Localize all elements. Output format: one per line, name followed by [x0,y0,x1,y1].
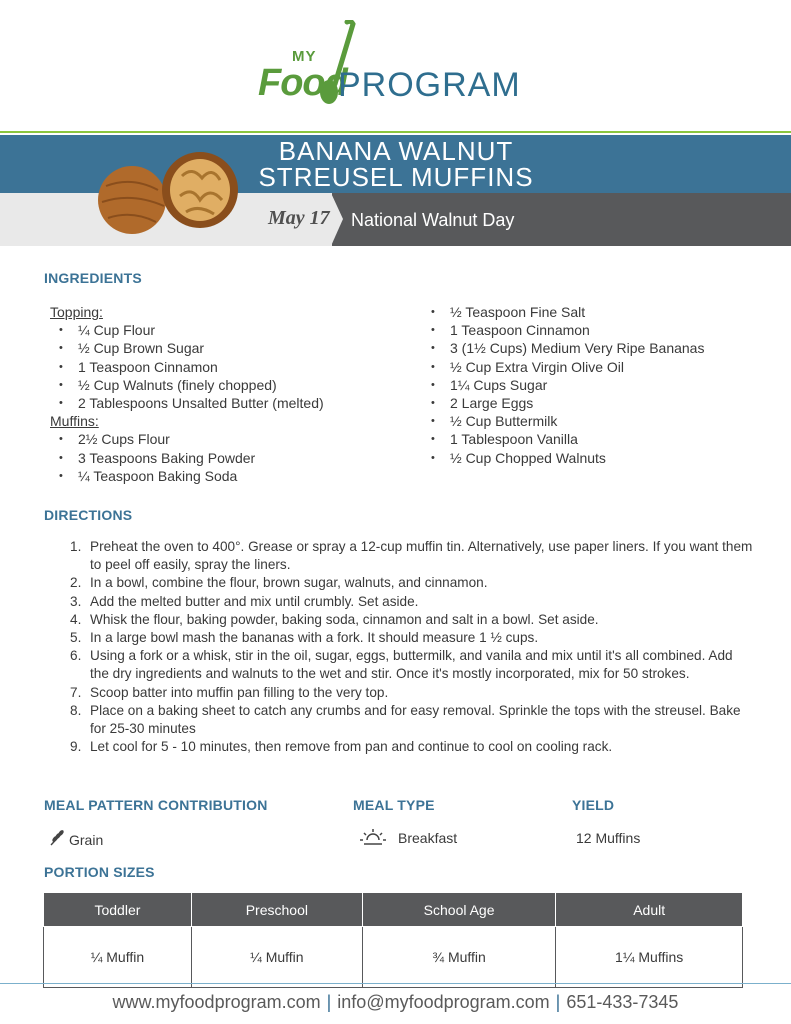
logo-food: Food [258,62,347,104]
direction-step: Place on a baking sheet to catch any crumbs and for easy removal. Sprinkle the tops with the streusel. Bake for 25-30 minutes [90,702,741,737]
topping-list [50,321,420,412]
recipe-title-line1: BANANA WALNUT [278,136,514,166]
wheat-icon [48,829,66,847]
email-link[interactable]: info@myfoodprogram.com [337,992,550,1012]
table-header-row [44,893,743,927]
table-cell: ¼ Muffin [44,927,192,988]
phone-number: 651-433-7345 [566,992,679,1012]
directions-heading: DIRECTIONS [44,507,133,523]
meal-type-heading: MEAL TYPE [353,797,435,813]
column-header: Toddler [44,893,192,927]
website-link[interactable]: www.myfoodprogram.com [112,992,321,1012]
list-item: • 1¼ Cups Sugar [422,376,762,394]
table-cell: ¾ Muffin [362,927,555,988]
ingredients-right-column [422,303,762,467]
meal-type-value: Breakfast [398,830,458,846]
table-row [44,927,743,988]
list-item: • ½ Cup Walnuts (finely chopped) [50,376,420,394]
directions-list [44,538,754,756]
day-name: National Walnut Day [351,210,515,230]
direction-step: Using a fork or a whisk, stir in the oil, sugar, eggs, buttermilk, and vanila and mix until it's all combined. Add the dry ingredients and walnuts to the wet and stir. Once it's mostly incorporated, mix for 50 strokes. [90,648,733,682]
portion-table [43,892,743,988]
yield-heading: YIELD [572,797,615,813]
directions-list-wrap [44,538,754,756]
list-item: • ½ Cup Chopped Walnuts [422,449,762,467]
column-header: Adult [556,893,743,927]
footer-divider [0,983,791,984]
table-cell: ¼ Muffin [191,927,362,988]
meal-pattern-value: Grain [69,832,104,848]
yield-value: 12 Muffins [576,830,641,846]
list-item: • 1 Teaspoon Cinnamon [50,358,420,376]
list-item: • ½ Cup Buttermilk [422,412,762,430]
walnuts-image [92,146,242,238]
direction-step: In a bowl, combine the flour, brown sugar, walnuts, and cinnamon. [90,575,488,591]
list-item: • ¼ Cup Flour [50,321,420,339]
list-item: • ¼ Teaspoon Baking Soda [50,467,420,485]
muffins-label: Muffins: [50,413,99,430]
table-cell: 1¼ Muffins [556,927,743,988]
list-item: • ½ Teaspoon Fine Salt [422,303,762,321]
sunrise-icon [358,827,388,847]
logo-program: PROGRAM [338,66,521,104]
list-item: • ½ Cup Extra Virgin Olive Oil [422,358,762,376]
chevron-divider [331,193,345,246]
list-item: • 2 Tablespoons Unsalted Butter (melted) [50,394,420,412]
column-header: School Age [362,893,555,927]
list-item: • 2 Large Eggs [422,394,762,412]
footer [0,992,791,1013]
recipe-title-line2: STREUSEL MUFFINS [258,162,534,192]
direction-step: Whisk the flour, baking powder, baking soda, cinnamon and salt in a bowl. Set aside. [90,611,599,627]
ingredients-heading: INGREDIENTS [44,270,142,286]
direction-step: In a large bowl mash the bananas with a fork. It should measure 1 ½ cups. [90,630,539,646]
footer-separator: | [555,992,561,1012]
direction-step: Let cool for 5 - 10 minutes, then remove from pan and continue to cool on cooling rack. [90,739,613,755]
header-divider [0,131,791,133]
ingredients-left-column [50,303,420,485]
direction-step: Add the melted butter and mix until crumbly. Set aside. [90,593,419,609]
list-item: • ½ Cup Brown Sugar [50,339,420,357]
footer-separator: | [326,992,332,1012]
logo-my: MY [292,48,317,65]
recipe-title [200,138,592,190]
portion-sizes-heading: PORTION SIZES [44,864,155,880]
list-item: • 1 Teaspoon Cinnamon [422,321,762,339]
meal-pattern-heading: MEAL PATTERN CONTRIBUTION [44,797,268,813]
list-item: • 3 Teaspoons Baking Powder [50,449,420,467]
list-item: • 2½ Cups Flour [50,430,420,448]
direction-step: Scoop batter into muffin pan filling to the very top. [90,684,389,700]
list-item: • 1 Tablespoon Vanilla [422,430,762,448]
column-header: Preschool [191,893,362,927]
muffins-list-continued [422,303,762,467]
muffins-list [50,430,420,485]
topping-label: Topping: [50,304,103,320]
direction-step: Preheat the oven to 400°. Grease or spray a 12-cup muffin tin. Alternatively, use paper liners. If you want them to peel off easily, spray the liners. [90,539,753,573]
date-label: May 17 [268,207,330,229]
list-item: • 3 (1½ Cups) Medium Very Ripe Bananas [422,339,762,357]
